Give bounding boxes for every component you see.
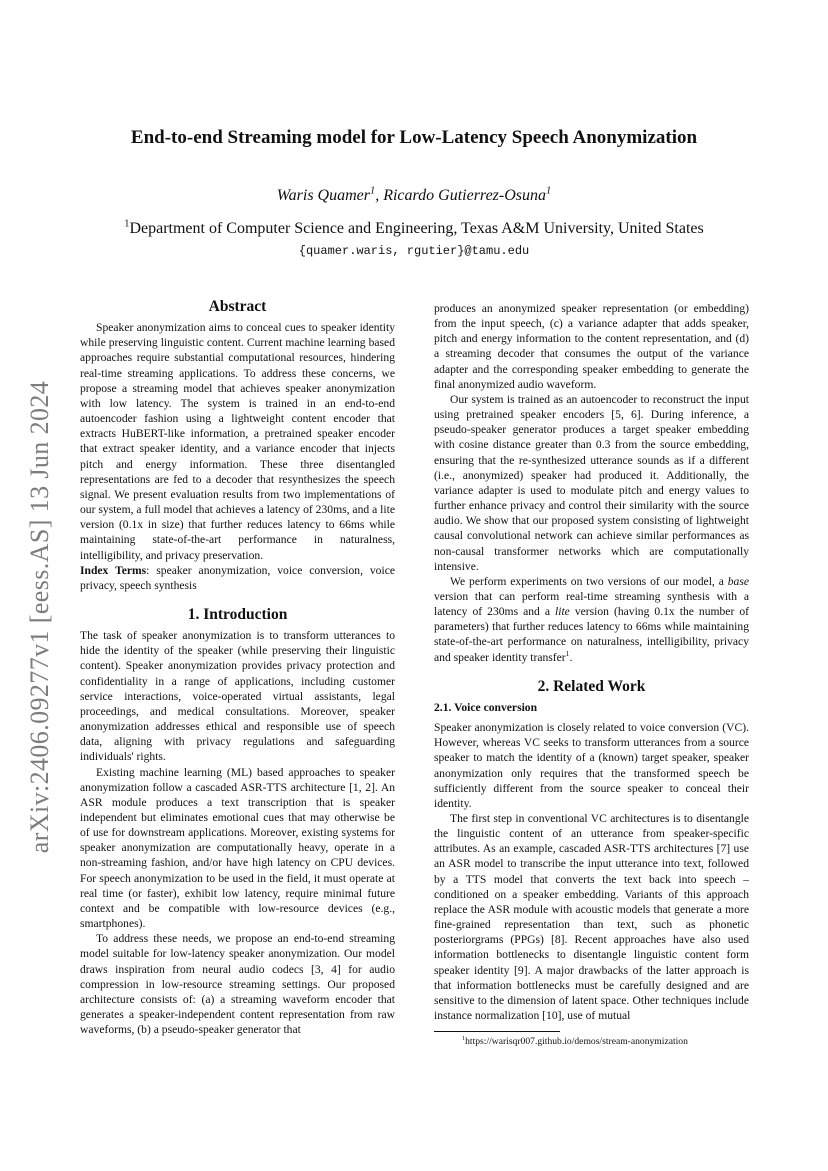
footnote-url: https://warisqr007.github.io/demos/stream-anonymization [465, 1036, 688, 1048]
intro-paragraph-3: To address these needs, we propose an end-to-end streaming model suitable for low-latency speaker anonymization. Our model draws inspiration from neural audio codecs [3, 4] for audio compression in low-resource streaming settings. Our proposed architecture consists of: (a) a streaming waveform encoder that generates a speaker-independent content representation from raw waveforms, (b) a pseudo-speaker generator that [80, 932, 395, 1037]
introduction-heading: 1. Introduction [187, 605, 288, 623]
related-work-heading: 2. Related Work [537, 677, 646, 695]
affiliation-mark: 1 [124, 218, 130, 230]
arxiv-id: arXiv:2406.09277v1 [eess.AS] 13 Jun 2024 [25, 380, 54, 854]
abstract-heading: Abstract [208, 298, 267, 315]
arxiv-watermark [10, 360, 70, 875]
lite-term: lite [555, 605, 570, 619]
intro-paragraph-2: Existing machine learning (ML) based approaches to speaker anonymization follow a cascaded ASR-TTS architecture [1, 2]. An ASR module produces a text transcription that is speaker independent but eliminates emotional cues that may otherwise be of use for downstream applications. Moreover, existing systems for speaker anonymization are computationally heavy, operate in a non-streaming fashion, and/or have high latency on CPU devices. For speech anonymization to be used in the field, it must operate at real time (or faster), exhibit low latency, require minimal future context and be compatible with low-resource devices (e.g., smartphones). [80, 765, 395, 931]
author-name: Waris Quamer [276, 187, 370, 204]
voice-conversion-subheading: 2.1. Voice conversion [434, 700, 538, 714]
footnote-mark: 1 [565, 648, 570, 658]
right-column [434, 301, 749, 1048]
paper-title: End-to-end Streaming model for Low-Latency Speech Anonymization [130, 127, 698, 148]
related-paragraph-2: The first step in conventional VC architectures is to disentangle the linguistic content of an utterance from speaker-specific attributes. As an example, cascaded ASR-TTS architectures [7] use an ASR model to transcribe the input utterance into text, followed by a TTS model that converts the text back into speech –conditioned on a speaker embedding. Variants of this approach replace the ASR module with acoustic models that generate a more fine-grained representation than text, such as phonetic posteriorgrams (PPGs) [8]. Recent approaches have also used information bottlenecks to disentangle linguistic content form speaker identity [9]. A major drawbacks of the latter approach is that information bottlenecks must be carefully designed and are sensitive to the dimension of latent space. Other techniques include instance normalization [10], use of mutual [434, 812, 749, 1023]
author-email: {quamer.waris, rgutier}@tamu.edu [298, 244, 530, 258]
footnote-rule [434, 1031, 560, 1032]
intro-paragraph-1: The task of speaker anonymization is to transform utterances to hide the identity of the speaker (while preserving their linguistic content). Speaker anonymization provides privacy protection and confidentiality in a range of applications, including customer service interactions, voice-operated virtual assistants, legal proceedings, and medical consultations. Moreover, speaker anonymization addresses ethical and responsible use of speech data, aligning with privacy regulations and safeguarding individuals' rights. [80, 629, 395, 764]
footnote [434, 1036, 749, 1048]
author-name: Ricardo Gutierrez-Osuna [383, 187, 546, 204]
author-separator: , [375, 187, 384, 204]
intro-paragraph-5 [434, 574, 749, 665]
intro-p5-text: We perform experiments on two versions of our model, a [450, 574, 728, 588]
intro-p5-text: version (having 0.1x the number of parameters) that further reduces latency to 66ms while maintaining state-of-the-art performance on naturalness, intelligibility, privacy and speaker identity transfer [434, 605, 749, 664]
author-list [80, 187, 748, 205]
index-terms-text: : speaker anonymization, voice conversion, voice privacy, speech synthesis [80, 563, 395, 592]
abstract-text: Speaker anonymization aims to conceal cues to speaker identity while preserving linguistic content. Current machine learning based approaches require substantial computational resources, hindering real-time streaming applications. To address these concerns, we propose a streaming model that achieves speaker anonymization with low latency. The system is trained in an end-to-end autoencoder fashion using a lightweight content encoder that extracts HuBERT-like information, a pretrained speaker encoder that extract speaker identity, and a variance encoder that injects pitch and energy information. These three disentangled representations are fed to a decoder that resynthesizes the speech signal. We present evaluation results from two implementations of our system, a full model that achieves a latency of 230ms, and a lite version (0.1x in size) that further reduces latency to 66ms while maintaining state-of-the-art performance in naturalness, intelligibility, and privacy preservation. [80, 321, 395, 562]
author-affiliation-mark: 1 [546, 185, 552, 197]
intro-paragraph-3-continued: produces an anonymized speaker representation (or embedding) from the input speech, (c) a variance adapter that adds speaker, pitch and energy information to the content representation, and (d) a streaming decoder that consumes the output of the variance adapter and the corresponding speaker embedding to generate the final anonymized audio waveform. [434, 302, 749, 391]
footnote-number: 1 [462, 1035, 466, 1042]
intro-p5-text: version that can perform real-time streaming synthesis with a latency of 230ms and a [434, 589, 749, 619]
related-paragraph-1: Speaker anonymization is closely related to voice conversion (VC). However, whereas VC seeks to transform utterances from a source speaker to match the identity of a (known) target speaker, speaker anonymization only requires that the transformed speech be sufficiently different from the source speaker to conceal their identity. [434, 721, 749, 810]
index-terms [80, 563, 395, 593]
author-affiliation-mark: 1 [370, 185, 376, 197]
index-terms-label: Index Terms [80, 563, 147, 577]
intro-p5-text: . [569, 650, 573, 664]
base-term: base [727, 574, 749, 588]
affiliation-text: Department of Computer Science and Engineering, Texas A&M University, United States [129, 220, 704, 237]
intro-paragraph-4: Our system is trained as an autoencoder to reconstruct the input using pretrained speaker encoders [5, 6]. During inference, a pseudo-speaker generator produces a target speaker embedding with cosine distance greater than 0.3 from the source embedding, ensuring that the re-synthesized utterance sounds as if a different (i.e., anonymized) speaker had produced it. Additionally, the variance adapter is used to modulate pitch and energy values to further enhance privacy and control their similarity with the source audio. We show that our proposed system consisting of lightweight causal convolutional network can achieve similar performances as non-causal transformer networks which are computationally intensive. [434, 392, 749, 573]
affiliation [80, 220, 748, 238]
left-column [80, 299, 395, 1037]
